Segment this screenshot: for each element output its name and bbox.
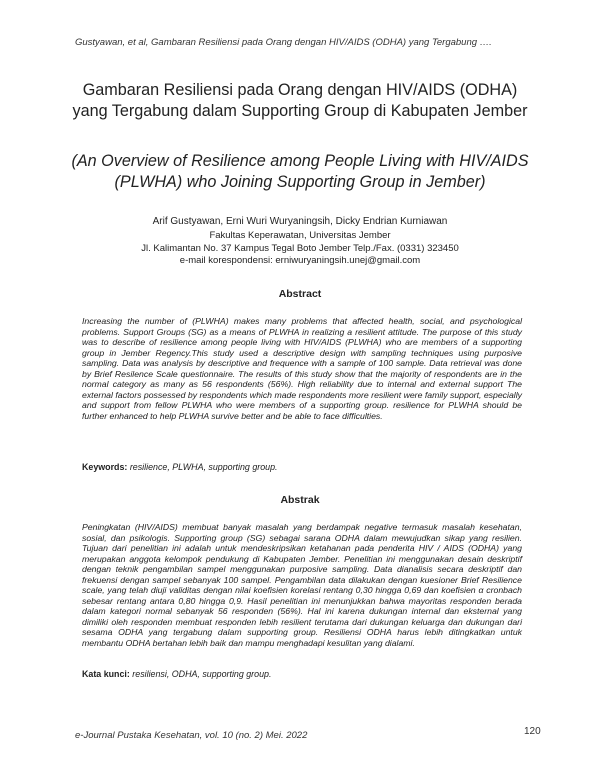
journal-footer: e-Journal Pustaka Kesehatan, vol. 10 (no. 2) Mei. 2022 bbox=[75, 730, 308, 741]
article-subtitle bbox=[40, 151, 560, 193]
subtitle-line-2: (PLWHA) who Joining Supporting Group in Jember) bbox=[114, 173, 486, 191]
author-faculty: Fakultas Keperawatan, Universitas Jember bbox=[209, 230, 391, 241]
keywords bbox=[82, 462, 522, 472]
subtitle-line-1: (An Overview of Resilience among People Living with HIV/AIDS bbox=[71, 152, 529, 170]
abstract-heading: Abstract bbox=[278, 288, 322, 300]
abstract-body: Increasing the number of (PLWHA) makes many problems that affected health, social, and psychological problems. Support Groups (SG) as a means of PLWHA in realizing a resilient attitude. The purpose of this study was to describe of resilience among people living with HIV/AIDS (PLWHA) who are members of a supporting group in Jember Regency.This study used a descriptive design with sampling techniques using purposive sampling. Data was analysis by descriptive and frequence with a sample of 100 sample. Data retrieval was done by Brief Resilence Scale questionnaire. The results of this study show that the majority of respondents are in the normal category as many as 56 respondents (56%). High reliability due to internal and external support The external factors possessed by respondents which made respondents more resilient were family support, especially and support from fellow PLWHA who were members of a supporting group. resilience for PLWHA should be further enhanced to help PLWHA survive better and be able to face difficulties. bbox=[82, 316, 522, 421]
title-line-2: yang Tergabung dalam Supporting Group di Kabupaten Jember bbox=[72, 102, 528, 120]
kata-kunci-label: Kata kunci: bbox=[82, 669, 130, 679]
author-email: e-mail korespondensi: erniwuryaningsih.unej@gmail.com bbox=[179, 255, 421, 266]
article-title bbox=[40, 80, 560, 122]
abstrak-body: Peningkatan (HIV/AIDS) membuat banyak masalah yang berdampak negative termasuk masalah kesehatan, sosial, dan psikologis. Supporting group (SG) sebagai sarana ODHA dalam mewujudkan sikap yang resilien. Tujuan dari penelitian ini adalah untuk mendeskripsikan ketahanan pada penderita HIV / AIDS (ODHA) yang merupakan anggota kelompok pendukung di Kabupaten Jember. Penelitian ini menggunakan desain deskriptif dengan teknik pengambilan sampel menggunakan purposive sampling. Data dianalisis secara deskriptif dan frekuensi dengan sampel sebanyak 100 sampel. Pengambilan data dilakukan dengan kuesioner Brief Resilience scale, yang telah diuji validitas dengan nilai koefisien korelasi rentang 0,30 hingga 0,69 dan koefisien α cronbach sebesar rentang antara 0,80 hingga 0,9. Hasil penelitian ini menunjukkan bahwa mayoritas responden berada dalam kategori normal sebanyak 56 responden (56%). Hal ini karena dukungan internal dan eksternal yang dimiliki oleh responden membuat responden lebih resilient terutama dari dukungan keluarga dan dukungan dari sesama ODHA yang tergabung dalam supporting group. Resiliensi ODHA harus lebih ditingkatkan untuk membantu ODHA bertahan lebih baik dan mampu menghadapi kesulitan yang dialami. bbox=[82, 522, 522, 648]
running-header: Gustyawan, et al, Gambaran Resiliensi pada Orang dengan HIV/AIDS (ODHA) yang Tergabung …. bbox=[75, 37, 492, 48]
keywords-label: Keywords: bbox=[82, 462, 128, 472]
author-address: Jl. Kalimantan No. 37 Kampus Tegal Boto Jember Telp./Fax. (0331) 323450 bbox=[141, 242, 459, 254]
kata-kunci-list: resiliensi, ODHA, supporting group. bbox=[129, 669, 272, 679]
author-block bbox=[40, 215, 560, 268]
keywords-list: resilience, PLWHA, supporting group. bbox=[127, 462, 278, 472]
title-line-1: Gambaran Resiliensi pada Orang dengan HIV/AIDS (ODHA) bbox=[82, 81, 518, 99]
page-number: 120 bbox=[524, 726, 541, 737]
author-names: Arif Gustyawan, Erni Wuri Wuryaningsih, Dicky Endrian Kurniawan bbox=[152, 216, 448, 227]
abstrak-heading: Abstrak bbox=[280, 494, 320, 506]
kata-kunci bbox=[82, 669, 522, 679]
